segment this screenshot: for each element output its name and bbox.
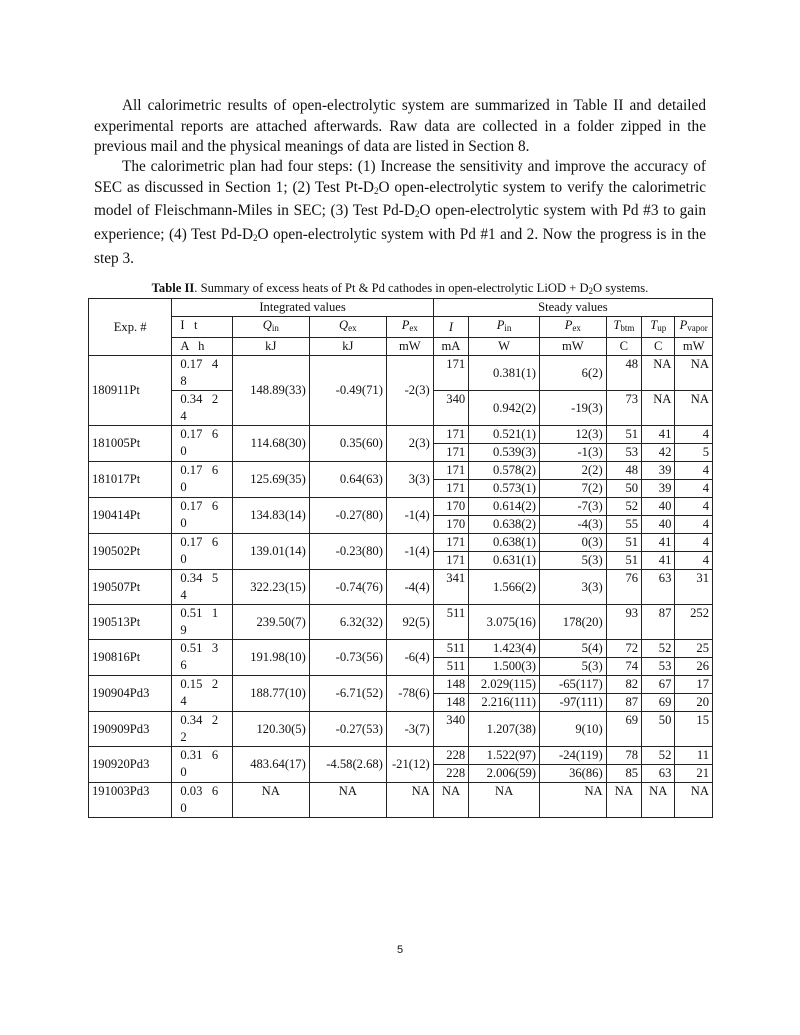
pex2-cell: 3(3) xyxy=(540,570,607,605)
qex-cell: -6.71(52) xyxy=(309,676,386,712)
pvapor-cell: 4 xyxy=(675,426,713,444)
it-cell xyxy=(172,640,232,676)
qin-cell: 188.77(10) xyxy=(232,676,309,712)
i-cell: NA xyxy=(433,783,468,818)
exp-id: 181005Pt xyxy=(89,426,172,462)
exp-id: 191003Pd3 xyxy=(89,783,172,818)
exp-id: 190909Pd3 xyxy=(89,712,172,747)
it-cell xyxy=(172,712,232,747)
pin-cell: 1.522(97) xyxy=(469,747,540,765)
i-cell: 170 xyxy=(433,498,468,516)
i-cell: 171 xyxy=(433,426,468,444)
pvapor-cell: 11 xyxy=(675,747,713,765)
header-qex: $Q_{ex}$ xyxy=(309,317,386,338)
tbtm-cell: 69 xyxy=(606,712,641,747)
qin-cell: NA xyxy=(232,783,309,818)
tbtm-cell: 85 xyxy=(606,765,641,783)
it-line-2: 2 xyxy=(180,730,187,744)
exp-id: 190414Pt xyxy=(89,498,172,534)
tup-cell: 40 xyxy=(642,498,675,516)
table-row xyxy=(89,534,713,552)
unit-qex: kJ xyxy=(309,338,386,356)
pex2-cell: -97(111) xyxy=(540,694,607,712)
unit-pvapor: mW xyxy=(675,338,713,356)
pin-cell: 0.614(2) xyxy=(469,498,540,516)
it-cell xyxy=(172,462,232,498)
it-cell xyxy=(172,676,232,712)
it-line-2: 0 xyxy=(180,444,187,458)
it-line-1: 0.34 2 xyxy=(180,713,219,727)
tbtm-cell: 48 xyxy=(606,462,641,480)
pin-cell: 2.029(115) xyxy=(469,676,540,694)
tbtm-cell: 52 xyxy=(606,498,641,516)
it-line-1: 0.17 6 xyxy=(180,499,219,513)
pex-cell: -78(6) xyxy=(386,676,433,712)
pex2-cell: 9(10) xyxy=(540,712,607,747)
tbtm-cell: 78 xyxy=(606,747,641,765)
it-line-1: 0.51 3 xyxy=(180,641,219,655)
header-steady: Steady values xyxy=(433,299,712,317)
pin-cell: 1.207(38) xyxy=(469,712,540,747)
pin-cell: 0.638(2) xyxy=(469,516,540,534)
it-line-2: 9 xyxy=(180,623,187,637)
pex2-cell: 12(3) xyxy=(540,426,607,444)
it-line-1: 0.17 6 xyxy=(180,463,219,477)
header-tbtm: $T_{btm}$ xyxy=(606,317,641,338)
page-number: 5 xyxy=(396,944,404,956)
unit-tup: C xyxy=(642,338,675,356)
table-caption: Table II. Summary of excess heats of Pt & Pd cathodes in open-electrolytic LiOD + $D_2O$ systems. xyxy=(151,281,649,296)
i-cell: 171 xyxy=(433,480,468,498)
tup-cell: 40 xyxy=(642,516,675,534)
header-tup: $T_{up}$ xyxy=(642,317,675,338)
pex-cell: -21(12) xyxy=(386,747,433,783)
it-cell xyxy=(172,391,232,426)
tbtm-cell: 74 xyxy=(606,658,641,676)
i-cell: 340 xyxy=(433,712,468,747)
pin-cell: 0.631(1) xyxy=(469,552,540,570)
pex2-cell: -1(3) xyxy=(540,444,607,462)
it-line-2: 8 xyxy=(180,374,187,388)
tup-cell: 63 xyxy=(642,765,675,783)
pvapor-cell: NA xyxy=(675,783,713,818)
pin-cell: 0.539(3) xyxy=(469,444,540,462)
exp-id: 180911Pt xyxy=(89,356,172,426)
exp-id: 190904Pd3 xyxy=(89,676,172,712)
tbtm-cell: 73 xyxy=(606,391,641,426)
it-cell xyxy=(172,356,232,391)
i-cell: 171 xyxy=(433,552,468,570)
qin-cell: 239.50(7) xyxy=(232,605,309,640)
i-cell: 171 xyxy=(433,462,468,480)
i-cell: 171 xyxy=(433,356,468,391)
pvapor-cell: 252 xyxy=(675,605,713,640)
it-line-2: 0 xyxy=(180,552,187,566)
tbtm-cell: 51 xyxy=(606,552,641,570)
pvapor-cell: 5 xyxy=(675,444,713,462)
qin-cell: 148.89(33) xyxy=(232,356,309,426)
table-row xyxy=(89,747,713,765)
header-i: I xyxy=(433,317,468,338)
pin-cell: NA xyxy=(469,783,540,818)
table-row xyxy=(89,570,713,605)
unit-it: A h xyxy=(172,338,232,356)
pvapor-cell: 20 xyxy=(675,694,713,712)
pex2-cell: 36(86) xyxy=(540,765,607,783)
it-line-1: 0.51 1 xyxy=(180,606,219,620)
tbtm-cell: 76 xyxy=(606,570,641,605)
it-line-1: 0.34 5 xyxy=(180,571,219,585)
pex-cell: -3(7) xyxy=(386,712,433,747)
qin-cell: 322.23(15) xyxy=(232,570,309,605)
pex-cell: -2(3) xyxy=(386,356,433,426)
qin-cell: 114.68(30) xyxy=(232,426,309,462)
it-line-1: 0.17 6 xyxy=(180,427,219,441)
exp-id: 190513Pt xyxy=(89,605,172,640)
pin-cell: 2.216(111) xyxy=(469,694,540,712)
it-cell xyxy=(172,498,232,534)
header-exp: Exp. # xyxy=(89,299,172,356)
pex2-cell: 6(2) xyxy=(540,356,607,391)
pin-cell: 0.381(1) xyxy=(469,356,540,391)
pex-cell: NA xyxy=(386,783,433,818)
it-line-2: 0 xyxy=(180,801,187,815)
it-cell xyxy=(172,783,232,818)
tbtm-cell: 87 xyxy=(606,694,641,712)
qex-cell: -0.74(76) xyxy=(309,570,386,605)
pex2-cell: 0(3) xyxy=(540,534,607,552)
table-row xyxy=(89,605,713,640)
pvapor-cell: 15 xyxy=(675,712,713,747)
tup-cell: 52 xyxy=(642,640,675,658)
it-line-2: 0 xyxy=(180,765,187,779)
it-cell xyxy=(172,570,232,605)
pex2-cell: -24(119) xyxy=(540,747,607,765)
i-cell: 171 xyxy=(433,534,468,552)
pex2-cell: 5(3) xyxy=(540,552,607,570)
unit-tbtm: C xyxy=(606,338,641,356)
pex2-cell: -65(117) xyxy=(540,676,607,694)
table-row xyxy=(89,426,713,444)
it-line-1: 0.15 2 xyxy=(180,677,219,691)
tbtm-cell: 93 xyxy=(606,605,641,640)
exp-id: 190816Pt xyxy=(89,640,172,676)
it-line-1: 0.31 6 xyxy=(180,748,219,762)
pex-cell: 2(3) xyxy=(386,426,433,462)
pex2-cell: NA xyxy=(540,783,607,818)
exp-id: 190507Pt xyxy=(89,570,172,605)
pin-cell: 0.578(2) xyxy=(469,462,540,480)
it-cell xyxy=(172,426,232,462)
pin-cell: 0.638(1) xyxy=(469,534,540,552)
qin-cell: 483.64(17) xyxy=(232,747,309,783)
unit-pex2: mW xyxy=(540,338,607,356)
header-qin: $Q_{in}$ xyxy=(232,317,309,338)
pin-cell: 0.942(2) xyxy=(469,391,540,426)
summary-table xyxy=(88,298,713,818)
qex-cell: NA xyxy=(309,783,386,818)
i-cell: 511 xyxy=(433,658,468,676)
table-row xyxy=(89,712,713,747)
pex2-cell: 5(4) xyxy=(540,640,607,658)
tbtm-cell: 53 xyxy=(606,444,641,462)
tup-cell: 42 xyxy=(642,444,675,462)
it-line-2: 0 xyxy=(180,480,187,494)
unit-i: mA xyxy=(433,338,468,356)
pex2-cell: 2(2) xyxy=(540,462,607,480)
pex-cell: -1(4) xyxy=(386,498,433,534)
qin-cell: 191.98(10) xyxy=(232,640,309,676)
header-pvapor: $P_{vapor}$ xyxy=(675,317,713,338)
it-cell xyxy=(172,534,232,570)
tup-cell: NA xyxy=(642,356,675,391)
table-row xyxy=(89,356,713,391)
pvapor-cell: 4 xyxy=(675,498,713,516)
pin-cell: 1.423(4) xyxy=(469,640,540,658)
pin-cell: 1.500(3) xyxy=(469,658,540,676)
it-line-2: 6 xyxy=(180,658,187,672)
tup-cell: 63 xyxy=(642,570,675,605)
pin-cell: 3.075(16) xyxy=(469,605,540,640)
tbtm-cell: 50 xyxy=(606,480,641,498)
i-cell: 228 xyxy=(433,747,468,765)
qin-cell: 139.01(14) xyxy=(232,534,309,570)
it-line-1: 0.03 6 xyxy=(180,784,219,798)
tbtm-cell: 48 xyxy=(606,356,641,391)
tup-cell: NA xyxy=(642,391,675,426)
qex-cell: 0.35(60) xyxy=(309,426,386,462)
it-cell xyxy=(172,605,232,640)
paragraph-2: The calorimetric plan had four steps: (1) Increase the sensitivity and improve the accuracy of SEC as discussed in Section 1; (2) Test $Pt-D_2O$ open-electrolytic system to verify the calorimetric model of Fleischmann-Miles in SEC; (3) Test $Pd-D_2O$ open-electrolytic system with Pd #3 to gain experience; (4) Test $Pd-D_2O$ open-electrolytic system with Pd #1 and 2. Now the progress is in the step 3. xyxy=(94,158,706,267)
table-row xyxy=(89,676,713,694)
tup-cell: 41 xyxy=(642,534,675,552)
i-cell: 148 xyxy=(433,694,468,712)
pex-cell: 3(3) xyxy=(386,462,433,498)
qex-cell: -0.27(53) xyxy=(309,712,386,747)
pin-cell: 2.006(59) xyxy=(469,765,540,783)
header-integrated: Integrated values xyxy=(172,299,433,317)
tup-cell: 39 xyxy=(642,462,675,480)
pin-cell: 1.566(2) xyxy=(469,570,540,605)
unit-pin: W xyxy=(469,338,540,356)
pvapor-cell: 25 xyxy=(675,640,713,658)
pvapor-cell: 4 xyxy=(675,480,713,498)
tbtm-cell: 55 xyxy=(606,516,641,534)
pin-cell: 0.573(1) xyxy=(469,480,540,498)
header-pin: $P_{in}$ xyxy=(469,317,540,338)
pvapor-cell: NA xyxy=(675,356,713,391)
pvapor-cell: 4 xyxy=(675,462,713,480)
qex-cell: -0.49(71) xyxy=(309,356,386,426)
it-line-2: 4 xyxy=(180,694,187,708)
tup-cell: 41 xyxy=(642,426,675,444)
pex-cell: -1(4) xyxy=(386,534,433,570)
pvapor-cell: 17 xyxy=(675,676,713,694)
table-row xyxy=(89,498,713,516)
qex-cell: -0.73(56) xyxy=(309,640,386,676)
pex2-cell: -4(3) xyxy=(540,516,607,534)
tup-cell: 69 xyxy=(642,694,675,712)
table-row xyxy=(89,783,713,818)
pex-cell: -4(4) xyxy=(386,570,433,605)
i-cell: 511 xyxy=(433,605,468,640)
tbtm-cell: NA xyxy=(606,783,641,818)
unit-qin: kJ xyxy=(232,338,309,356)
pvapor-cell: 31 xyxy=(675,570,713,605)
it-line-2: 4 xyxy=(180,588,187,602)
it-line-1: 0.17 4 xyxy=(180,357,219,371)
tbtm-cell: 82 xyxy=(606,676,641,694)
tup-cell: 87 xyxy=(642,605,675,640)
tup-cell: 41 xyxy=(642,552,675,570)
i-cell: 340 xyxy=(433,391,468,426)
pex-cell: 92(5) xyxy=(386,605,433,640)
pvapor-cell: 4 xyxy=(675,534,713,552)
tbtm-cell: 51 xyxy=(606,534,641,552)
pvapor-cell: NA xyxy=(675,391,713,426)
pex2-cell: 7(2) xyxy=(540,480,607,498)
it-line-2: 0 xyxy=(180,516,187,530)
i-cell: 511 xyxy=(433,640,468,658)
tup-cell: 39 xyxy=(642,480,675,498)
qex-cell: 6.32(32) xyxy=(309,605,386,640)
header-pex: $P_{ex}$ xyxy=(386,317,433,338)
it-line-1: 0.34 2 xyxy=(180,392,219,406)
tup-cell: 50 xyxy=(642,712,675,747)
tup-cell: NA xyxy=(642,783,675,818)
header-it: I t xyxy=(172,317,232,338)
pvapor-cell: 4 xyxy=(675,552,713,570)
tup-cell: 52 xyxy=(642,747,675,765)
tup-cell: 67 xyxy=(642,676,675,694)
i-cell: 170 xyxy=(433,516,468,534)
tbtm-cell: 72 xyxy=(606,640,641,658)
qex-cell: -0.27(80) xyxy=(309,498,386,534)
i-cell: 341 xyxy=(433,570,468,605)
pvapor-cell: 4 xyxy=(675,516,713,534)
exp-id: 190920Pd3 xyxy=(89,747,172,783)
qex-cell: -4.58(2.68) xyxy=(309,747,386,783)
pex2-cell: 5(3) xyxy=(540,658,607,676)
pin-cell: 0.521(1) xyxy=(469,426,540,444)
pvapor-cell: 26 xyxy=(675,658,713,676)
tup-cell: 53 xyxy=(642,658,675,676)
i-cell: 171 xyxy=(433,444,468,462)
tbtm-cell: 51 xyxy=(606,426,641,444)
qin-cell: 125.69(35) xyxy=(232,462,309,498)
table-row xyxy=(89,640,713,658)
unit-pex: mW xyxy=(386,338,433,356)
header-pex2: $P_{ex}$ xyxy=(540,317,607,338)
it-line-2: 4 xyxy=(180,409,187,423)
qin-cell: 120.30(5) xyxy=(232,712,309,747)
exp-id: 190502Pt xyxy=(89,534,172,570)
it-line-1: 0.17 6 xyxy=(180,535,219,549)
qex-cell: 0.64(63) xyxy=(309,462,386,498)
pex2-cell: -19(3) xyxy=(540,391,607,426)
qin-cell: 134.83(14) xyxy=(232,498,309,534)
qex-cell: -0.23(80) xyxy=(309,534,386,570)
table-row xyxy=(89,462,713,480)
pex2-cell: -7(3) xyxy=(540,498,607,516)
pex-cell: -6(4) xyxy=(386,640,433,676)
i-cell: 228 xyxy=(433,765,468,783)
pex2-cell: 178(20) xyxy=(540,605,607,640)
i-cell: 148 xyxy=(433,676,468,694)
paragraph-1: All calorimetric results of open-electrolytic system are summarized in Table II and detailed experimental reports are attached afterwards. Raw data are collected in a folder zipped in the previous mail and the physical meanings of data are listed in Section 8. xyxy=(94,97,706,156)
pvapor-cell: 21 xyxy=(675,765,713,783)
exp-id: 181017Pt xyxy=(89,462,172,498)
it-cell xyxy=(172,747,232,783)
